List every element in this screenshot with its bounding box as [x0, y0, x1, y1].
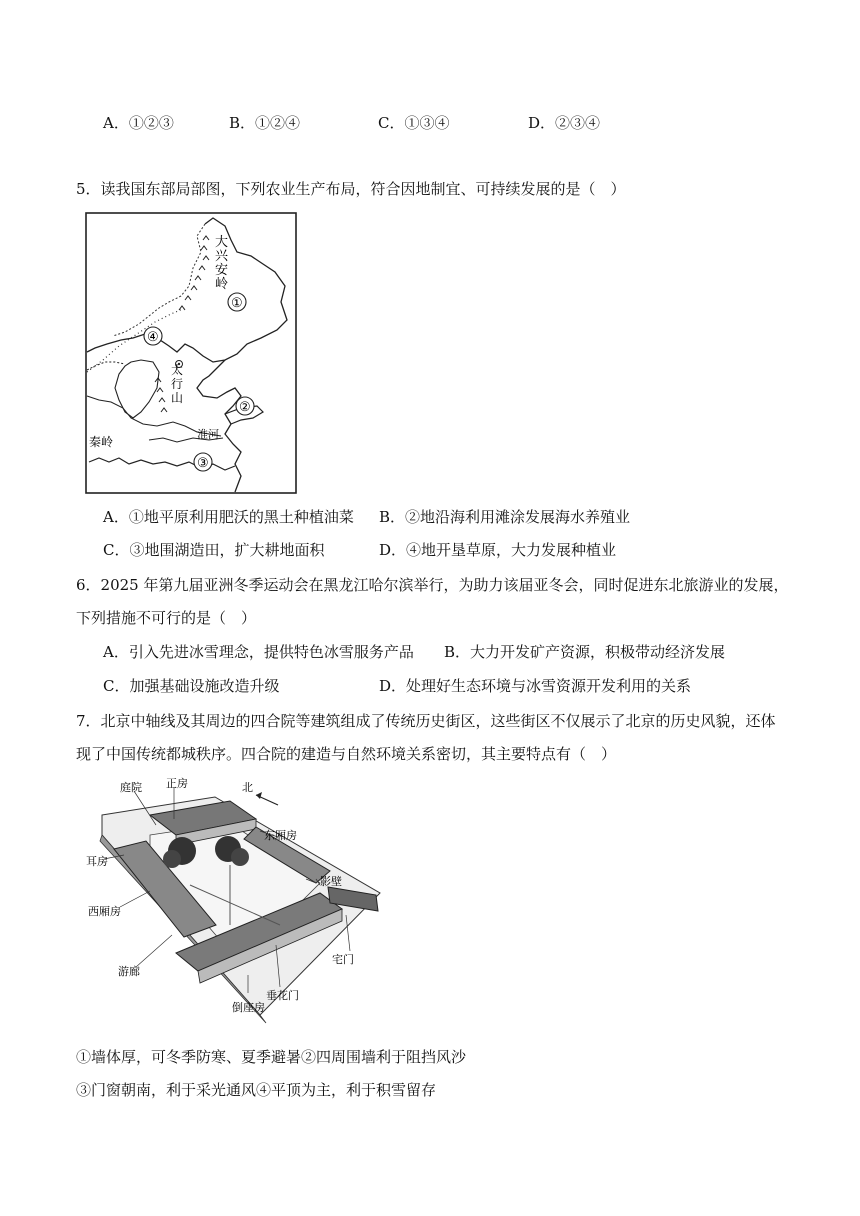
- marker-4: ④: [147, 330, 159, 345]
- q6-option-d[interactable]: D．处理好生态环境与冰雪资源开发利用的关系: [379, 677, 692, 695]
- siheyuan-figure: [80, 775, 390, 1025]
- label-huaihe: 淮河: [197, 428, 219, 441]
- q4-option-b[interactable]: B．①②④: [229, 114, 301, 132]
- marker-3: ③: [197, 456, 209, 471]
- q5-map: [85, 212, 297, 494]
- q7-stem-line2: 现了中国传统都城秩序。四合院的建造与自然环境关系密切，其主要特点有（ ）: [76, 745, 617, 763]
- q6-option-c[interactable]: C．加强基础设施改造升级: [103, 677, 280, 695]
- q6-stem-line2: 下列措施不可行的是（ ）: [76, 609, 257, 627]
- label-ling: 岭: [215, 277, 229, 292]
- q6-option-a[interactable]: A．引入先进冰雪理念，提供特色冰雪服务产品: [103, 643, 414, 661]
- label-shan: 山: [171, 391, 184, 405]
- label-zhengfang: 正房: [166, 777, 188, 790]
- label-tingyuan: 庭院: [120, 781, 142, 794]
- map-frame: [86, 213, 296, 493]
- label-xixiangfang: 西厢房: [88, 905, 121, 918]
- label-tai: 太: [171, 363, 184, 377]
- q5-stem: 5．读我国东部局部图，下列农业生产布局，符合因地制宜、可持续发展的是（ ）: [76, 180, 626, 198]
- q6-option-b[interactable]: B．大力开发矿产资源，积极带动经济发展: [444, 643, 726, 661]
- label-bei: 北: [242, 781, 253, 794]
- label-xing: 兴: [215, 249, 229, 264]
- label-daozuofang: 倒座房: [232, 1001, 265, 1014]
- label-erfang: 耳房: [86, 855, 108, 868]
- label-youlang: 游廊: [118, 965, 140, 978]
- label-qinling: 秦岭: [89, 435, 114, 449]
- label-zhaimen: 宅门: [332, 953, 354, 966]
- marker-2: ②: [239, 400, 251, 415]
- label-an: 安: [215, 263, 229, 278]
- q4-option-d[interactable]: D．②③④: [528, 114, 601, 132]
- label-yingbi: 影壁: [320, 875, 342, 888]
- q7-statements-line2: ③门窗朝南，利于采光通风④平顶为主，利于积雪留存: [76, 1081, 437, 1099]
- label-hang: 行: [171, 377, 184, 391]
- marker-1: ①: [231, 296, 243, 311]
- q5-option-b[interactable]: B．②地沿海利用滩涂发展海水养殖业: [379, 508, 631, 526]
- label-da: 大: [215, 235, 229, 250]
- q5-option-d[interactable]: D．④地开垦草原，大力发展种植业: [379, 541, 617, 559]
- q5-option-c[interactable]: C．③地围湖造田，扩大耕地面积: [103, 541, 325, 559]
- q7-statements-line1: ①墙体厚，可冬季防寒、夏季避暑②四周围墙利于阻挡风沙: [76, 1048, 467, 1066]
- label-chuihuamen: 垂花门: [266, 989, 299, 1002]
- q7-stem-line1: 7．北京中轴线及其周边的四合院等建筑组成了传统历史街区，这些街区不仅展示了北京的历史风貌，还体: [76, 712, 776, 730]
- q5-option-a[interactable]: A．①地平原利用肥沃的黑土种植油菜: [103, 508, 354, 526]
- q4-option-c[interactable]: C．①③④: [378, 114, 450, 132]
- q4-option-a[interactable]: A．①②③: [103, 114, 174, 132]
- label-dongxiangfang: 东厢房: [264, 829, 297, 842]
- q6-stem-line1: 6．2025 年第九届亚洲冬季运动会在黑龙江哈尔滨举行，为助力该届亚冬会，同时促进东北旅游业的发展，: [76, 576, 789, 594]
